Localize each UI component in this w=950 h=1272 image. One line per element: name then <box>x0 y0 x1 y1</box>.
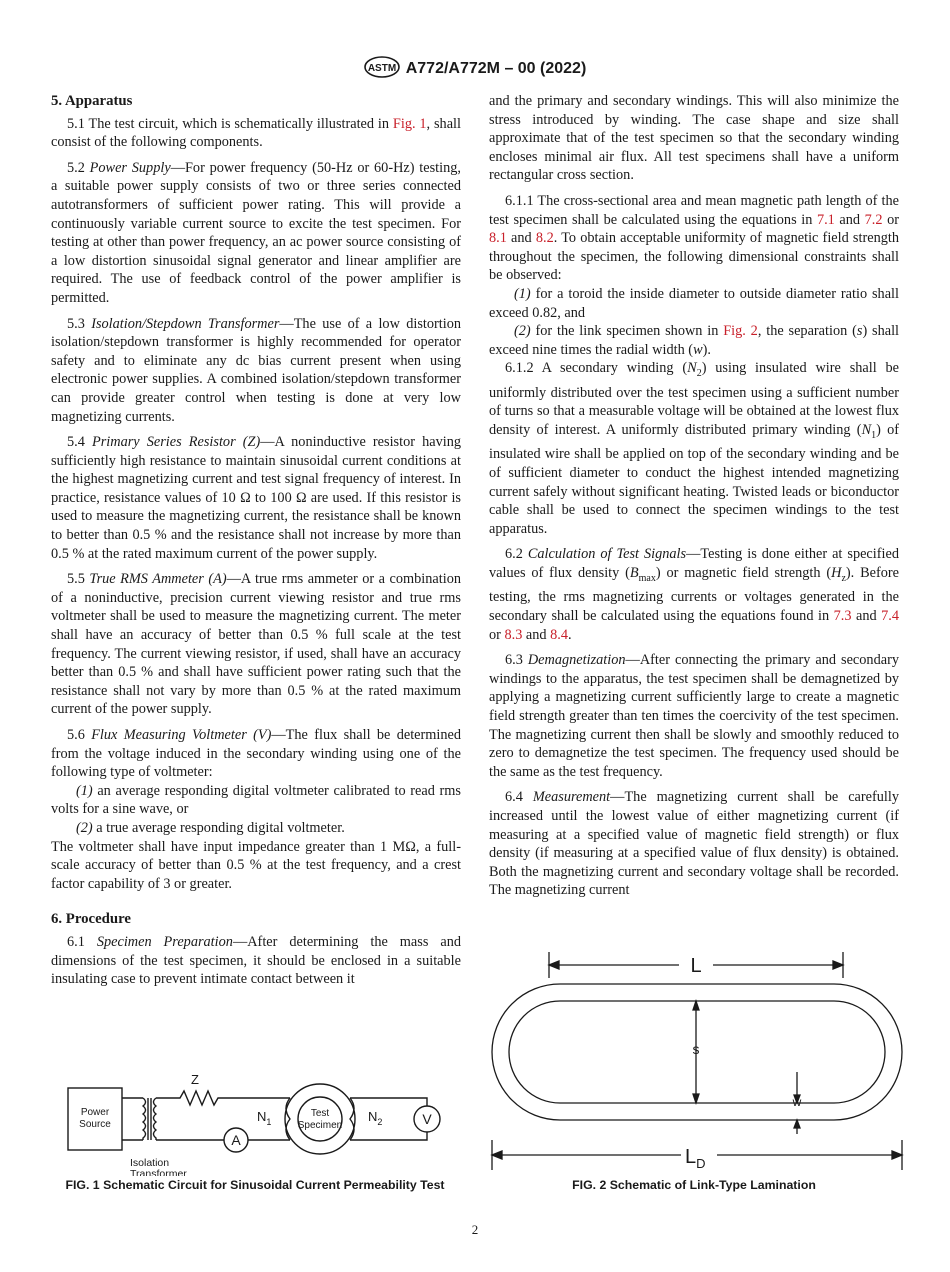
para-5-4: 5.4 Primary Series Resistor (Z)—A noninductive resistor having sufficiently high resistance to maintain sinusoidal current conditions at the highest magnetizing current and test signal frequency of interest. In practice, resistance values of 10 Ω to 100 Ω are used. If this resistor is used to measure the magnetizing current, the resistance shall be known to better than 0.5 % and the resistance shall not increase by more than 0.5 % at the rated maximum current of the power supply. <box>51 434 462 562</box>
specimen-inner <box>298 1097 342 1141</box>
designation: A772/A772M – 00 (2022) <box>405 60 587 77</box>
para-6-1-continued: and the primary and secondary windings. This will also minimize the stress introduced by winding. The case shape and size shall approximate that of the test specimen so that the secondary winding encloses minimal air flux. All test specimens shall have a uniform rectangular cross section. <box>489 93 899 184</box>
para-6-2: 6.2 Calculation of Test Signals—Testing is done either at specified values of flux density $(B_{max})$ or magnetic field strength $(H_z)$. Before testing, the rms magnetizing currents or voltages generated in the secondary shall be calculated using the equations found in 7.3 and 7.4 or 8.3 and 8.4. <box>489 546 899 643</box>
para-5-6: 5.6 Flux Measuring Voltmeter (V)—The flux shall be determined from the voltage induced in the secondary winding using one of the following type of voltmeter: <box>51 727 462 781</box>
constraint-1: (1) for a toroid the inside diameter to outside diameter ratio shall exceed 0.82, and <box>489 285 899 321</box>
specimen-label-1: Test <box>310 1108 330 1119</box>
para-5-6-tail: The voltmeter shall have input impedance greater than 1 MΩ, a full-scale accuracy of better than 0.5 % at the test frequency, and a crest factor capability of 3 or greater. <box>51 838 461 892</box>
s-label: s <box>692 1041 700 1057</box>
ref-8-4-link[interactable]: 8.4 <box>550 626 569 643</box>
para-6-1: 6.1 Specimen Preparation—After determining the mass and dimensions of the test specimen, it should be enclosed in a suitable insulating case to prevent intimate contact between it <box>51 933 462 988</box>
ref-8-1-link[interactable]: 8.1 <box>489 230 507 247</box>
power-source-label-2: Source <box>79 1119 111 1130</box>
isolation-label-2: Transformer <box>130 1168 187 1176</box>
para-5-5: 5.5 True RMS Ammeter (A)—A true rms ammeter or a combination of a noninductive, precision current viewing resistor and true rms voltmeter shall be used to measure the magnetizing current. The meter shall have an accuracy of better than 0.5 % full scale at the test frequency. The current viewing resistor, if used, shall have an accuracy better than 0.5 % and shall have sufficient power rating such that the resistance shall not vary by more than 0.5 % at the rated maximum current of the power supply. <box>51 571 462 718</box>
l-label: L <box>690 955 702 977</box>
fig-1-schematic <box>55 1068 455 1176</box>
para-6-1-2: 6.1.2 A secondary winding $(N_2)$ using insulated wire shall be uniformly distributed over the test specimen using a sufficient number of turns so that a measurable voltage will be obtained at the lowest flux density of interest. A uniformly distributed primary winding $(N_1)$ of insulated wire shall be applied on top of the secondary winding and be of sufficient diameter to conduct the highest intended magnetizing current safely without significant heating. Twisted leads or biconductor cable shall be used to connect the specimen windings to the test apparatus. <box>489 360 899 537</box>
ld-label: $L_D$ <box>685 1146 706 1171</box>
power-source-label-1: Power <box>80 1107 110 1118</box>
ref-8-2-link[interactable]: 8.2 <box>535 230 554 247</box>
section-6-title: 6. Procedure <box>51 911 131 928</box>
svg-text:ASTM: ASTM <box>367 63 396 74</box>
ref-7-1-link[interactable]: 7.1 <box>816 211 835 228</box>
ammeter-label: A <box>231 1132 241 1148</box>
astm-logo-icon <box>364 56 400 78</box>
constraint-2: (2) for the link specimen shown in Fig. 2, the separation (s) shall exceed nine times the radial width (w). <box>489 323 900 358</box>
transformer-primary-coil <box>143 1098 146 1140</box>
w-label: w <box>792 1095 802 1109</box>
voltmeter-leads <box>350 1098 427 1140</box>
fig-1-link[interactable]: Fig. 1 <box>392 115 427 132</box>
specimen-outer <box>285 1084 355 1154</box>
section-5-title: 5. Apparatus <box>51 93 133 109</box>
resistor-z <box>156 1091 290 1105</box>
para-6-3: 6.3 Demagnetization—After connecting the primary and secondary windings to the apparatus, the test specimen shall be demagnetized by applying a magnetizing current sufficiently large to create a magnetic field strength greater than ten times the coercivity of the test specimen. The magnetizing current then shall be slowly and smoothly reduced to zero to demagnetize the test specimen. The frequency used should be the same as the test frequency. <box>489 652 899 780</box>
fig-1-caption: FIG. 1 Schematic Circuit for Sinusoidal Current Permeability Test <box>65 1178 445 1192</box>
n1-label: $N_1$ <box>257 1109 272 1127</box>
para-5-1: 5.1 The test circuit, which is schematically illustrated in Fig. 1, shall consist of the following components. <box>51 115 461 151</box>
resistor-z-label: Z <box>191 1072 199 1087</box>
voltmeter-option-2: (2) a true average responding digital voltmeter. <box>76 819 345 836</box>
ref-7-3-link[interactable]: 7.3 <box>833 608 852 625</box>
fig-2-caption: FIG. 2 Schematic of Link-Type Lamination <box>572 1178 816 1192</box>
ref-7-2-link[interactable]: 7.2 <box>864 211 883 228</box>
document-header <box>0 56 950 78</box>
para-5-3: 5.3 Isolation/Stepdown Transformer—The use of a low distortion isolation/stepdown transformer is highly recommended for operator safety and to eliminate any dc bias current present when using electronic power supplies. A combined isolation/stepdown transformer can provide greater control when testing is done at very low magnetizing currents. <box>51 315 462 425</box>
para-6-4: 6.4 Measurement—The magnetizing current shall be carefully increased until the lowest value of either magnetizing current (if measuring at a specified value of magnetic field strength) or flux density (if measuring at a specified value of flux density) is obtained. Both the magnetizing current and secondary voltage shall be recorded. The magnetizing current <box>489 789 900 899</box>
specimen-label-2: Specimen <box>297 1120 343 1131</box>
fig-2-link[interactable]: Fig. 2 <box>723 323 758 340</box>
voltmeter-option-1: (1) an average responding digital voltmeter calibrated to read rms volts for a sine wave, or <box>51 782 461 818</box>
transformer-secondary-coil <box>154 1098 157 1140</box>
left-column <box>51 92 461 989</box>
fig-2-schematic <box>489 944 909 1174</box>
para-5-2: 5.2 Power Supply—For power frequency (50-Hz or 60-Hz) testing, a suitable power supply consists of two or three series connected autotransformers of sufficient power rating. This will provide a continuously variable current source to excite the test specimen. For testing at other than power frequency, an ac power source consisting of a low distortion sinusoidal signal generator and linear amplifier are required. The use of feedback control of the power amplifier is permitted. <box>51 159 461 306</box>
isolation-label-1: Isolation <box>130 1157 170 1169</box>
source-leads <box>122 1098 143 1140</box>
ref-7-4-link[interactable]: 7.4 <box>881 608 899 625</box>
para-6-1-1: 6.1.1 The cross-sectional area and mean magnetic path length of the test specimen shall be calculated using the equations in 7.1 and 7.2 or 8.1 and 8.2. To obtain acceptable uniformity of magnetic field strength throughout the specimen, the following dimensional constraints shall be observed: <box>489 192 900 284</box>
page-number: 2 <box>471 1222 479 1237</box>
transformer-core <box>148 1098 151 1140</box>
right-column <box>489 92 899 900</box>
voltmeter-label: V <box>422 1111 432 1127</box>
ref-8-3-link[interactable]: 8.3 <box>504 626 523 643</box>
n2-label: $N_2$ <box>368 1109 383 1127</box>
